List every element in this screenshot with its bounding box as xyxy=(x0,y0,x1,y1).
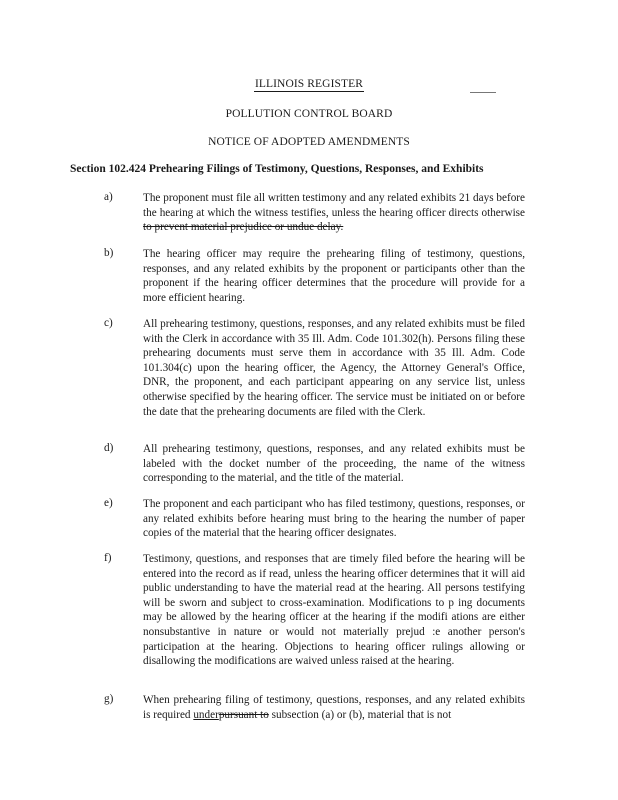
paragraph-letter: g) xyxy=(104,693,114,705)
deleted-text: to prevent material prejudice or undue delay. xyxy=(143,221,344,234)
paragraph-text: The proponent and each participant who has filed testimony, questions, responses, or any related exhibits before hearing must bring to the hearing the number of paper copies of the material that the hearing officer designates. xyxy=(143,498,525,540)
paragraph-letter: d) xyxy=(104,442,114,454)
paragraph-letter: c) xyxy=(104,317,113,329)
paragraph-text: Testimony, questions, and responses that are timely filed before the hearing will be entered into the record as if read, unless the hearing officer determines that it will aid public understanding to have the material read at the hearing. All persons testifying will be sworn and subject to cross-examination. Modifications to p ing documents may be allowed by the hearing officer at the hearing if the modifi ations are either nonsubstantive in nature or would not materially prejud :e another person's participation at the hearing. Objections to hearing officer rulings allowing or disallowing the modifications are waived unless raised at the hearing. xyxy=(143,553,525,668)
inserted-text: under xyxy=(193,708,219,721)
paragraph-g-tail: subsection (a) or (b), material that is not xyxy=(268,708,452,721)
board-heading: POLLUTION CONTROL BOARD xyxy=(225,108,393,120)
notice-heading: NOTICE OF ADOPTED AMENDMENTS xyxy=(208,136,410,148)
paragraph-a-body: The proponent must file all written testimony and any related exhibits 21 days before the hearing at which the witness testifies, unless the hearing officer directs xyxy=(143,192,525,219)
paragraph-letter: f) xyxy=(104,552,112,564)
paragraph-letter: a) xyxy=(104,191,113,203)
paragraph-text xyxy=(143,191,525,235)
register-heading-text: ILLINOIS REGISTER xyxy=(254,78,364,90)
paragraph-letter: b) xyxy=(104,247,114,259)
deleted-text: pursuant to xyxy=(218,708,269,721)
paragraph-text xyxy=(143,693,525,722)
section-title: Section 102.424 Prehearing Filings of Testimony, Questions, Responses, and Exhibits xyxy=(70,163,484,175)
paragraph-g-body: When prehearing filing of testimony, questions, responses, and any related exhibits is required xyxy=(143,694,525,721)
paragraph-letter: e) xyxy=(104,497,113,509)
paragraph-a-tail: otherwise xyxy=(481,206,525,219)
header-rule xyxy=(470,92,496,93)
paragraph-text: The hearing officer may require the prehearing filing of testimony, questions, responses, and any related exhibits by the proponent or participants other than the proponent if the hearing officer determines that the procedure will provide for a more efficient hearing. xyxy=(143,248,525,304)
paragraph-text: All prehearing testimony, questions, responses, and any related exhibits must be filed with the Clerk in accordance with 35 Ill. Adm. Code 101.302(h). Persons filing these prehearing documents must serve them in accordance with 35 Ill. Adm. Code 101.304(c) upon the hearing officer, the Agency, the Attorney General's Office, DNR, the proponent, and each participant appearing on any service list, unless otherwise specified by the hearing officer. The service must be initiated on or before the date that the prehearing documents are filed with the Clerk. xyxy=(143,318,525,418)
paragraph-text: All prehearing testimony, questions, responses, and any related exhibits must be labeled with the docket number of the proceeding, the name of the witness corresponding to the material, and the title of the material. xyxy=(143,443,525,485)
register-heading xyxy=(0,78,618,90)
